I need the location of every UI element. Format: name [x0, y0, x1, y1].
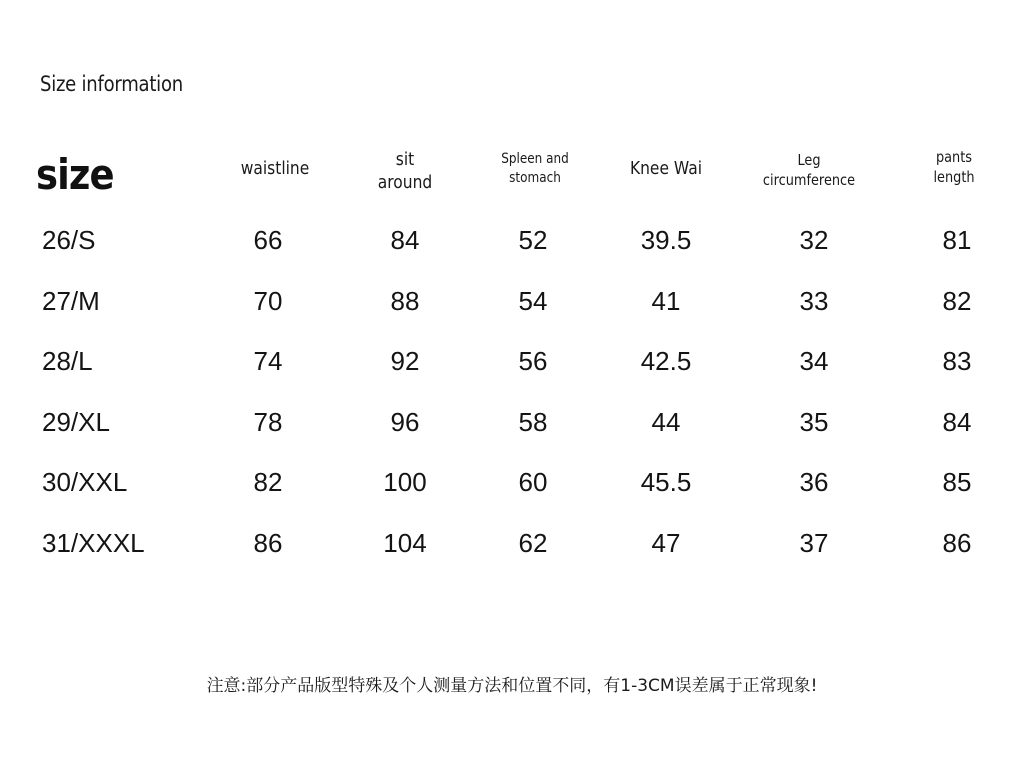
- cell-leg: 34: [799, 346, 829, 376]
- cell-knee: 39.5: [640, 225, 692, 255]
- cell-leg: 32: [799, 225, 829, 255]
- cell-sit-around: 84: [390, 225, 420, 255]
- cell-size: 31/XXXL: [42, 528, 145, 558]
- header-leg-circumference: Leg circumference: [762, 151, 856, 189]
- table-row: [0, 462, 1024, 502]
- cell-pants-length: 83: [942, 346, 972, 376]
- cell-sit-around: 96: [390, 407, 420, 437]
- cell-waistline: 82: [253, 467, 283, 497]
- cell-spleen-stomach: 62: [518, 528, 548, 558]
- cell-sit-around: 92: [390, 346, 420, 376]
- cell-knee: 42.5: [640, 346, 692, 376]
- cell-spleen-stomach: 54: [518, 286, 548, 316]
- cell-size: 28/L: [42, 346, 93, 376]
- cell-spleen-stomach: 52: [518, 225, 548, 255]
- cell-waistline: 86: [253, 528, 283, 558]
- cell-knee: 41: [651, 286, 681, 316]
- cell-pants-length: 85: [942, 467, 972, 497]
- header-spleen-stomach: Spleen and stomach: [501, 151, 569, 186]
- cell-spleen-stomach: 60: [518, 467, 548, 497]
- cell-knee: 44: [651, 407, 681, 437]
- size-column-header: size: [36, 150, 114, 199]
- header-knee: Knee Wai: [629, 158, 703, 179]
- cell-pants-length: 81: [942, 225, 972, 255]
- cell-sit-around: 88: [390, 286, 420, 316]
- cell-pants-length: 82: [942, 286, 972, 316]
- cell-spleen-stomach: 56: [518, 346, 548, 376]
- table-row: [0, 281, 1024, 321]
- cell-leg: 33: [799, 286, 829, 316]
- cell-spleen-stomach: 58: [518, 407, 548, 437]
- header-sit-around: sit around: [377, 149, 433, 193]
- measurement-note: 注意:部分产品版型特殊及个人测量方法和位置不同，有1-3CM误差属于正常现象!: [206, 676, 818, 696]
- cell-size: 27/M: [42, 286, 100, 316]
- cell-leg: 35: [799, 407, 829, 437]
- cell-pants-length: 86: [942, 528, 972, 558]
- table-row: [0, 402, 1024, 442]
- cell-knee: 47: [651, 528, 681, 558]
- page-title: Size information: [40, 72, 183, 96]
- cell-waistline: 74: [253, 346, 283, 376]
- cell-leg: 37: [799, 528, 829, 558]
- header-pants-length: pants length: [933, 148, 975, 186]
- cell-sit-around: 104: [383, 528, 427, 558]
- cell-sit-around: 100: [383, 467, 427, 497]
- cell-knee: 45.5: [640, 467, 692, 497]
- table-row: [0, 220, 1024, 260]
- table-row: [0, 523, 1024, 563]
- cell-waistline: 78: [253, 407, 283, 437]
- cell-waistline: 66: [253, 225, 283, 255]
- cell-pants-length: 84: [942, 407, 972, 437]
- table-row: [0, 341, 1024, 381]
- cell-size: 30/XXL: [42, 467, 128, 497]
- cell-size: 26/S: [42, 225, 96, 255]
- cell-leg: 36: [799, 467, 829, 497]
- cell-size: 29/XL: [42, 407, 110, 437]
- cell-waistline: 70: [253, 286, 283, 316]
- header-waistline: waistline: [240, 158, 310, 179]
